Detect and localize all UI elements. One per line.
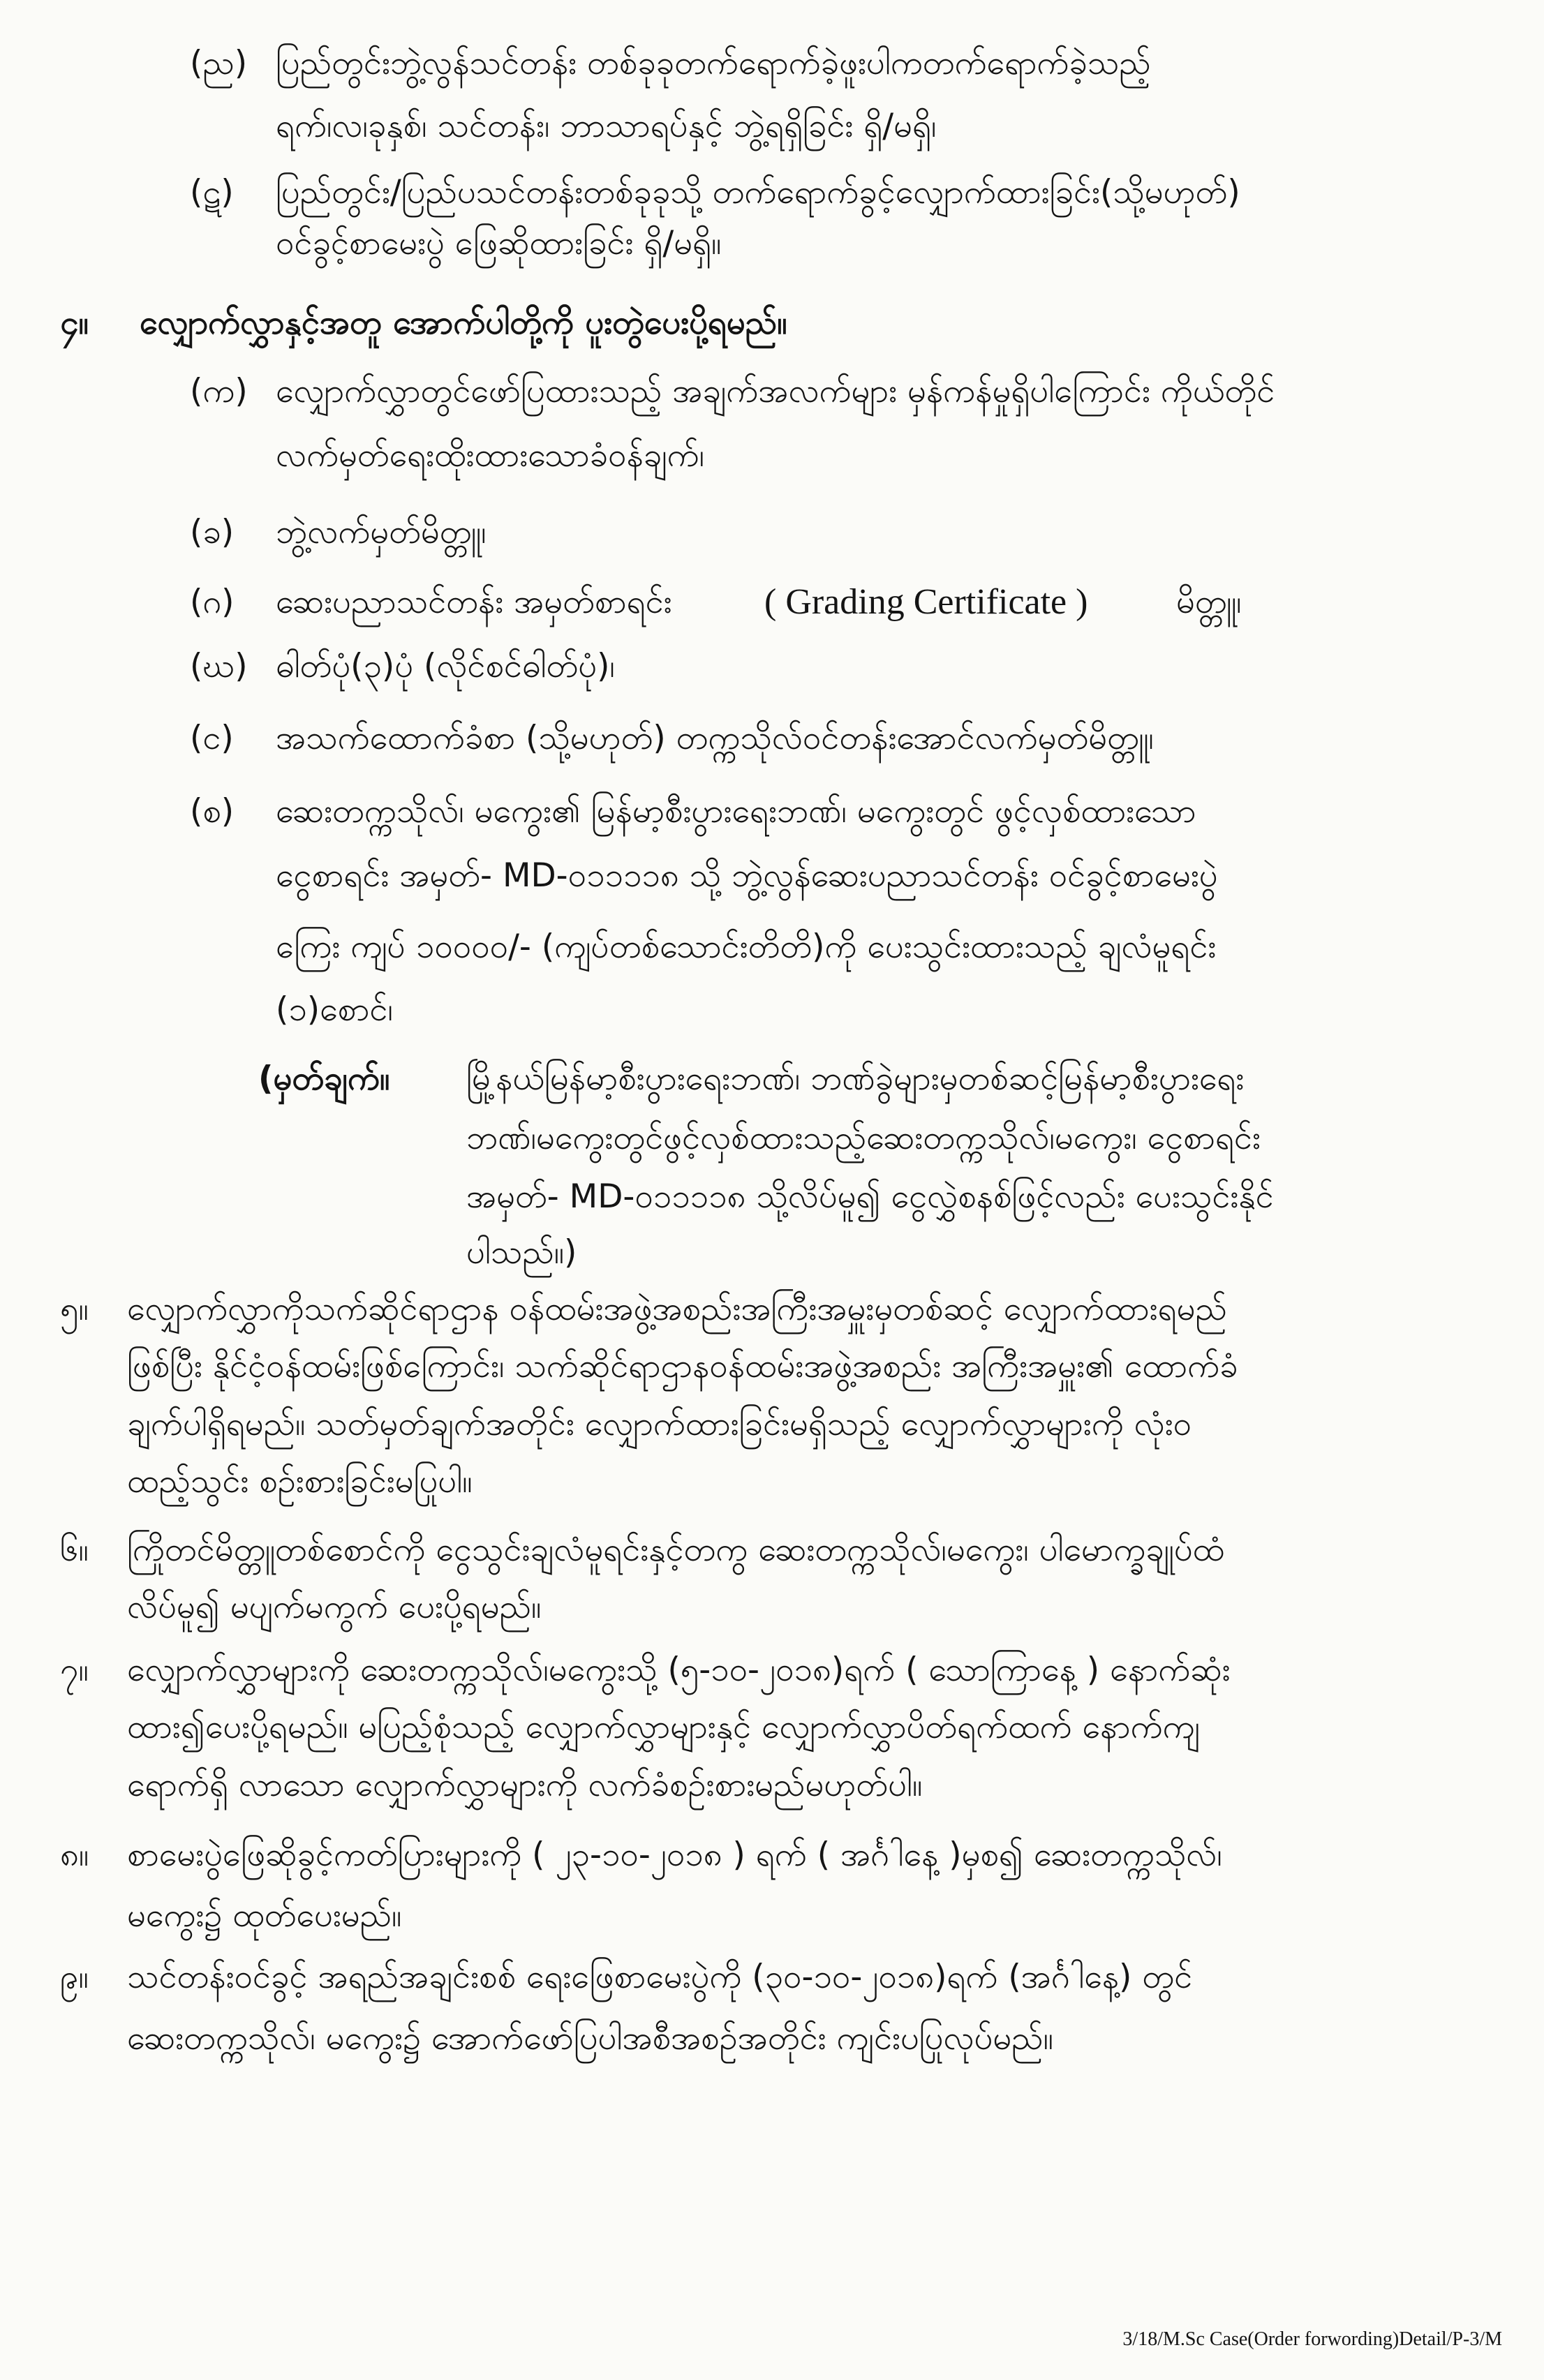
- paragraph-text: လိပ်မူ၍ မပျက်မကွက် ပေးပို့ရမည်။: [127, 1588, 542, 1626]
- paragraph-text: ထည့်သွင်း စဉ်းစားခြင်းမပြုပါ။: [127, 1462, 473, 1501]
- section-number: ၄။: [60, 304, 89, 342]
- paragraph-number: ၆။: [60, 1531, 89, 1569]
- item-marker: (ဋ): [190, 173, 234, 211]
- paragraph-text: ထား၍ပေးပို့ရမည်။ မပြည့်စုံသည့် လျှောက်လွှာများနှင့် လျှောက်လွှာပိတ်ရက်ထက် နောက်ကျ: [127, 1708, 1201, 1746]
- note-text: ဘဏ်၊မကွေးတွင်ဖွင့်လှစ်ထားသည့်ဆေးတက္ကသိုလ်၊မကွေး၊ ငွေစာရင်း: [466, 1119, 1261, 1157]
- paragraph-text: လျှောက်လွှာများကို ဆေးတက္ကသိုလ်၊မကွေးသို့ (၅-၁၀-၂၀၁၈)ရက် ( သောကြာနေ့ ) နောက်ဆုံး: [127, 1651, 1231, 1689]
- paragraph-text: ချက်ပါရှိရမည်။ သတ်မှတ်ချက်အတိုင်း လျှောက်ထားခြင်းမရှိသည့် လျှောက်လွှာများကို လုံးဝ: [127, 1405, 1192, 1443]
- item-text: လျှောက်လွှာတွင်ဖော်ပြထားသည့် အချက်အလက်များ မှန်ကန်မှုရှိပါကြောင်း ကိုယ်တိုင်: [276, 372, 1275, 410]
- item-text: ဘွဲ့လက်မှတ်မိတ္တူ၊: [276, 513, 487, 551]
- note-text: မြို့နယ်မြန်မာ့စီးပွားရေးဘဏ်၊ ဘဏ်ခွဲများမှတစ်ဆင့်မြန်မာ့စီးပွားရေး: [466, 1059, 1245, 1098]
- item-marker: (ခ): [190, 513, 235, 551]
- item-text: ငွေစာရင်း အမှတ်- MD-၀၁၁၁၁၈ သို့ ဘွဲ့လွန်ဆေးပညာသင်တန်း ဝင်ခွင့်စာမေးပွဲ: [276, 856, 1218, 895]
- paragraph-text: ရောက်ရှိ လာသော လျှောက်လွှာများကို လက်ခံစဉ်းစားမည်မဟုတ်ပါ။: [127, 1766, 923, 1804]
- grading-certificate-text: ( Grading Certificate ): [764, 582, 1088, 622]
- note-text: အမှတ်- MD-၀၁၁၁၁၈ သို့လိပ်မူ၍ ငွေလွှဲစနစ်ဖြင့်လည်း ပေးသွင်းနိုင်: [466, 1177, 1274, 1216]
- item-marker: (က): [190, 372, 248, 410]
- item-text: ကြေး ကျပ် ၁၀၀၀၀/- (ကျပ်တစ်သောင်းတိတိ)ကို ပေးသွင်းထားသည့် ချလံမူရင်း: [276, 928, 1217, 966]
- item-text: လက်မှတ်ရေးထိုးထားသောခံဝန်ချက်၊: [276, 436, 705, 475]
- paragraph-text: မကွေး၌ ထုတ်ပေးမည်။: [127, 1896, 402, 1935]
- section-heading: လျှောက်လွှာနှင့်အတူ အောက်ပါတို့ကို ပူးတွဲပေးပို့ရမည်။: [140, 304, 787, 342]
- document-footer-reference: 3/18/M.Sc Case(Order forwording)Detail/P-3/M: [1122, 2328, 1502, 2350]
- item-text: ဆေးတက္ကသိုလ်၊ မကွေး၏ မြန်မာ့စီးပွားရေးဘဏ်၊ မကွေးတွင် ဖွင့်လှစ်ထားသော: [276, 792, 1196, 831]
- paragraph-number: ၉။: [60, 1958, 89, 1996]
- paragraph-number: ၈။: [60, 1836, 89, 1874]
- item-text: ဓါတ်ပုံ(၃)ပုံ (လိုင်စင်ဓါတ်ပုံ)၊: [276, 647, 615, 685]
- item-text: ရက်၊လ၊ခုနှစ်၊ သင်တန်း၊ ဘာသာရပ်နှင့် ဘွဲ့ရရှိခြင်း ရှိ/မရှိ၊: [276, 107, 937, 145]
- item-text: မိတ္တူ၊: [1176, 583, 1242, 621]
- note-text: ပါသည်။): [466, 1233, 577, 1272]
- item-text: ဝင်ခွင့်စာမေးပွဲ ဖြေဆိုထားခြင်း ရှိ/မရှိ။: [276, 224, 722, 262]
- paragraph-text: သင်တန်းဝင်ခွင့် အရည်အချင်းစစ် ရေးဖြေစာမေးပွဲကို (၃၀-၁၀-၂၀၁၈)ရက် (အင်္ဂါနေ့) တွင်: [127, 1958, 1193, 1996]
- note-label: (မှတ်ချက်။: [258, 1059, 390, 1098]
- paragraph-number: ၅။: [60, 1290, 89, 1328]
- paragraph-number: ၇။: [60, 1651, 89, 1689]
- item-marker: (စ): [190, 792, 235, 831]
- item-marker: (ဂ): [190, 583, 235, 621]
- paragraph-text: ဖြစ်ပြီး နိုင်ငံ့ဝန်ထမ်းဖြစ်ကြောင်း၊ သက်ဆိုင်ရာဌာနဝန်ထမ်းအဖွဲ့အစည်း အကြီးအမှူး၏ ထောက်ခံ: [127, 1347, 1238, 1385]
- item-text: ပြည်တွင်းဘွဲ့လွန်သင်တန်း တစ်ခုခုတက်ရောက်ခဲ့ဖူးပါကတက်ရောက်ခဲ့သည့်: [276, 44, 1151, 82]
- item-marker: (ည): [190, 44, 248, 82]
- item-marker: (ဃ): [190, 647, 248, 685]
- item-text: ဆေးပညာသင်တန်း အမှတ်စာရင်း: [276, 583, 672, 621]
- item-text: (၁)စောင်၊: [276, 990, 393, 1029]
- item-text: ပြည်တွင်း/ပြည်ပသင်တန်းတစ်ခုခုသို့ တက်ရောက်ခွင့်လျှောက်ထားခြင်း(သို့မဟုတ်): [276, 173, 1240, 211]
- item-text: အသက်ထောက်ခံစာ (သို့မဟုတ်) တက္ကသိုလ်ဝင်တန်းအောင်လက်မှတ်မိတ္တူ၊: [276, 719, 1154, 757]
- paragraph-text: စာမေးပွဲဖြေဆိုခွင့်ကတ်ပြားများကို ( ၂၃-၁၀-၂၀၁၈ ) ရက် ( အင်္ဂါနေ့ )မှစ၍ ဆေးတက္ကသိုလ်၊: [127, 1836, 1222, 1874]
- paragraph-text: ဆေးတက္ကသိုလ်၊ မကွေး၌ အောက်ဖော်ပြပါအစီအစဉ်အတိုင်း ကျင်းပပြုလုပ်မည်။: [127, 2019, 1053, 2058]
- item-marker: (င): [190, 719, 234, 757]
- paragraph-text: လျှောက်လွှာကိုသက်ဆိုင်ရာဌာန ဝန်ထမ်းအဖွဲ့အစည်းအကြီးအမှူးမှတစ်ဆင့် လျှောက်ထားရမည်: [127, 1290, 1227, 1328]
- paragraph-text: ကြိုတင်မိတ္တူတစ်စောင်ကို ငွေသွင်းချလံမူရင်းနှင့်တကွ ဆေးတက္ကသိုလ်၊မကွေး၊ ပါမောက္ခချုပ်ထံ: [127, 1531, 1225, 1569]
